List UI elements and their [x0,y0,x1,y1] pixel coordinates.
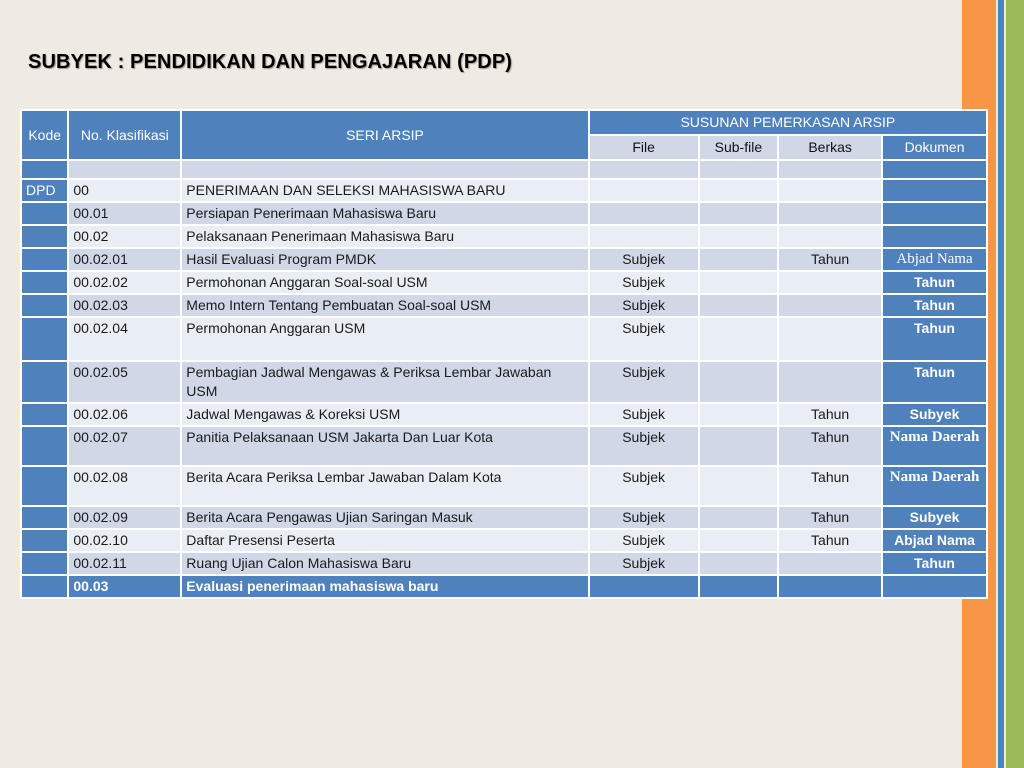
cell-dokumen: Nama Daerah [883,427,986,465]
cell-kode [22,576,67,597]
cell-kode [22,530,67,551]
cell-dokumen: Tahun [883,362,986,402]
cell-file [590,226,698,247]
cell-file: Subjek [590,249,698,270]
header-file: File [590,136,698,159]
cell-seri-arsip: Berita Acara Pengawas Ujian Saringan Masuk [182,507,587,528]
cell-kode [22,161,67,178]
header-berkas: Berkas [779,136,881,159]
cell-dokumen [883,576,986,597]
table-row [22,553,986,574]
cell-dokumen: Tahun [883,295,986,316]
table-row [22,295,986,316]
cell-file: Subjek [590,427,698,465]
cell-file [590,161,698,178]
cell-dokumen: Nama Daerah [883,467,986,505]
cell-no-klasifikasi: 00.02.02 [69,272,180,293]
table-body [22,161,986,597]
header-no-klasifikasi: No. Klasifikasi [69,111,180,159]
cell-seri-arsip: Daftar Presensi Peserta [182,530,587,551]
cell-subfile [700,318,778,360]
table-row [22,530,986,551]
cell-berkas: Tahun [779,507,881,528]
cell-seri-arsip: Ruang Ujian Calon Mahasiswa Baru [182,553,587,574]
cell-seri-arsip: Persiapan Penerimaan Mahasiswa Baru [182,203,587,224]
cell-seri-arsip: Jadwal Mengawas & Koreksi USM [182,404,587,425]
header-seri-arsip: SERI ARSIP [182,111,587,159]
cell-no-klasifikasi: 00.02.03 [69,295,180,316]
cell-kode [22,427,67,465]
page-title: SUBYEK : PENDIDIKAN DAN PENGAJARAN (PDP) [28,51,513,73]
cell-berkas: Tahun [779,530,881,551]
cell-kode [22,507,67,528]
cell-berkas [779,318,881,360]
header-kode: Kode [22,111,67,159]
cell-file [590,576,698,597]
table-row [22,467,986,505]
cell-seri-arsip: Permohonan Anggaran Soal-soal USM [182,272,587,293]
cell-berkas: Tahun [779,467,881,505]
cell-file: Subjek [590,272,698,293]
cell-file: Subjek [590,318,698,360]
cell-berkas [779,576,881,597]
cell-kode [22,553,67,574]
decorative-stripe-blue [998,0,1004,768]
table-row [22,318,986,360]
cell-dokumen [883,203,986,224]
cell-no-klasifikasi: 00.01 [69,203,180,224]
cell-berkas: Tahun [779,249,881,270]
table-row [22,404,986,425]
cell-berkas [779,161,881,178]
cell-seri-arsip: Pelaksanaan Penerimaan Mahasiswa Baru [182,226,587,247]
cell-dokumen: Subyek [883,404,986,425]
cell-no-klasifikasi: 00.02 [69,226,180,247]
cell-subfile [700,249,778,270]
cell-subfile [700,553,778,574]
cell-dokumen [883,180,986,201]
cell-kode: DPD [22,180,67,201]
cell-subfile [700,295,778,316]
cell-kode [22,203,67,224]
cell-kode [22,249,67,270]
cell-subfile [700,530,778,551]
table-row [22,362,986,402]
table-row [22,203,986,224]
cell-file: Subjek [590,362,698,402]
header-subfile: Sub-file [700,136,778,159]
cell-subfile [700,161,778,178]
cell-dokumen: Abjad Nama [883,530,986,551]
cell-dokumen [883,161,986,178]
cell-file: Subjek [590,404,698,425]
cell-no-klasifikasi: 00.02.04 [69,318,180,360]
cell-no-klasifikasi: 00.02.06 [69,404,180,425]
cell-berkas: Tahun [779,427,881,465]
cell-seri-arsip: Panitia Pelaksanaan USM Jakarta Dan Luar Kota [182,427,587,465]
cell-subfile [700,180,778,201]
cell-no-klasifikasi: 00.02.07 [69,427,180,465]
cell-no-klasifikasi: 00.02.01 [69,249,180,270]
cell-file: Subjek [590,553,698,574]
cell-kode [22,467,67,505]
cell-subfile [700,203,778,224]
cell-file [590,203,698,224]
cell-subfile [700,362,778,402]
cell-subfile [700,576,778,597]
cell-dokumen: Tahun [883,318,986,360]
cell-no-klasifikasi: 00.02.08 [69,467,180,505]
cell-dokumen: Subyek [883,507,986,528]
cell-no-klasifikasi: 00.02.10 [69,530,180,551]
decorative-stripe-green [1006,0,1024,768]
table-row [22,161,986,178]
table-row [22,507,986,528]
table-row [22,576,986,597]
cell-file: Subjek [590,295,698,316]
cell-subfile [700,507,778,528]
cell-seri-arsip [182,161,587,178]
cell-kode [22,362,67,402]
cell-dokumen: Abjad Nama [883,249,986,270]
table-row [22,180,986,201]
cell-berkas [779,226,881,247]
cell-berkas [779,203,881,224]
cell-seri-arsip: PENERIMAAN DAN SELEKSI MAHASISWA BARU [182,180,587,201]
cell-seri-arsip: Memo Intern Tentang Pembuatan Soal-soal USM [182,295,587,316]
cell-subfile [700,467,778,505]
cell-no-klasifikasi: 00.02.09 [69,507,180,528]
cell-no-klasifikasi: 00.03 [69,576,180,597]
cell-berkas [779,295,881,316]
classification-table [20,109,988,599]
cell-berkas [779,272,881,293]
cell-kode [22,226,67,247]
header-dokumen: Dokumen [883,136,986,159]
table-row [22,226,986,247]
cell-berkas [779,553,881,574]
table-row [22,249,986,270]
cell-subfile [700,427,778,465]
cell-subfile [700,404,778,425]
cell-kode [22,295,67,316]
cell-berkas: Tahun [779,404,881,425]
cell-no-klasifikasi [69,161,180,178]
cell-file: Subjek [590,530,698,551]
cell-kode [22,272,67,293]
cell-subfile [700,226,778,247]
cell-kode [22,404,67,425]
table-row [22,427,986,465]
cell-seri-arsip: Hasil Evaluasi Program PMDK [182,249,587,270]
cell-seri-arsip: Permohonan Anggaran USM [182,318,587,360]
cell-no-klasifikasi: 00.02.05 [69,362,180,402]
cell-no-klasifikasi: 00 [69,180,180,201]
cell-seri-arsip: Berita Acara Periksa Lembar Jawaban Dalam Kota [182,467,587,505]
cell-no-klasifikasi: 00.02.11 [69,553,180,574]
cell-kode [22,318,67,360]
table-row [22,272,986,293]
cell-subfile [700,272,778,293]
cell-file [590,180,698,201]
cell-seri-arsip: Evaluasi penerimaan mahasiswa baru [182,576,587,597]
header-susunan: SUSUNAN PEMERKASAN ARSIP [590,111,986,134]
cell-file: Subjek [590,507,698,528]
cell-dokumen: Tahun [883,272,986,293]
cell-berkas [779,362,881,402]
cell-dokumen [883,226,986,247]
cell-file: Subjek [590,467,698,505]
cell-dokumen: Tahun [883,553,986,574]
cell-seri-arsip: Pembagian Jadwal Mengawas & Periksa Lembar Jawaban USM [182,362,587,402]
cell-berkas [779,180,881,201]
